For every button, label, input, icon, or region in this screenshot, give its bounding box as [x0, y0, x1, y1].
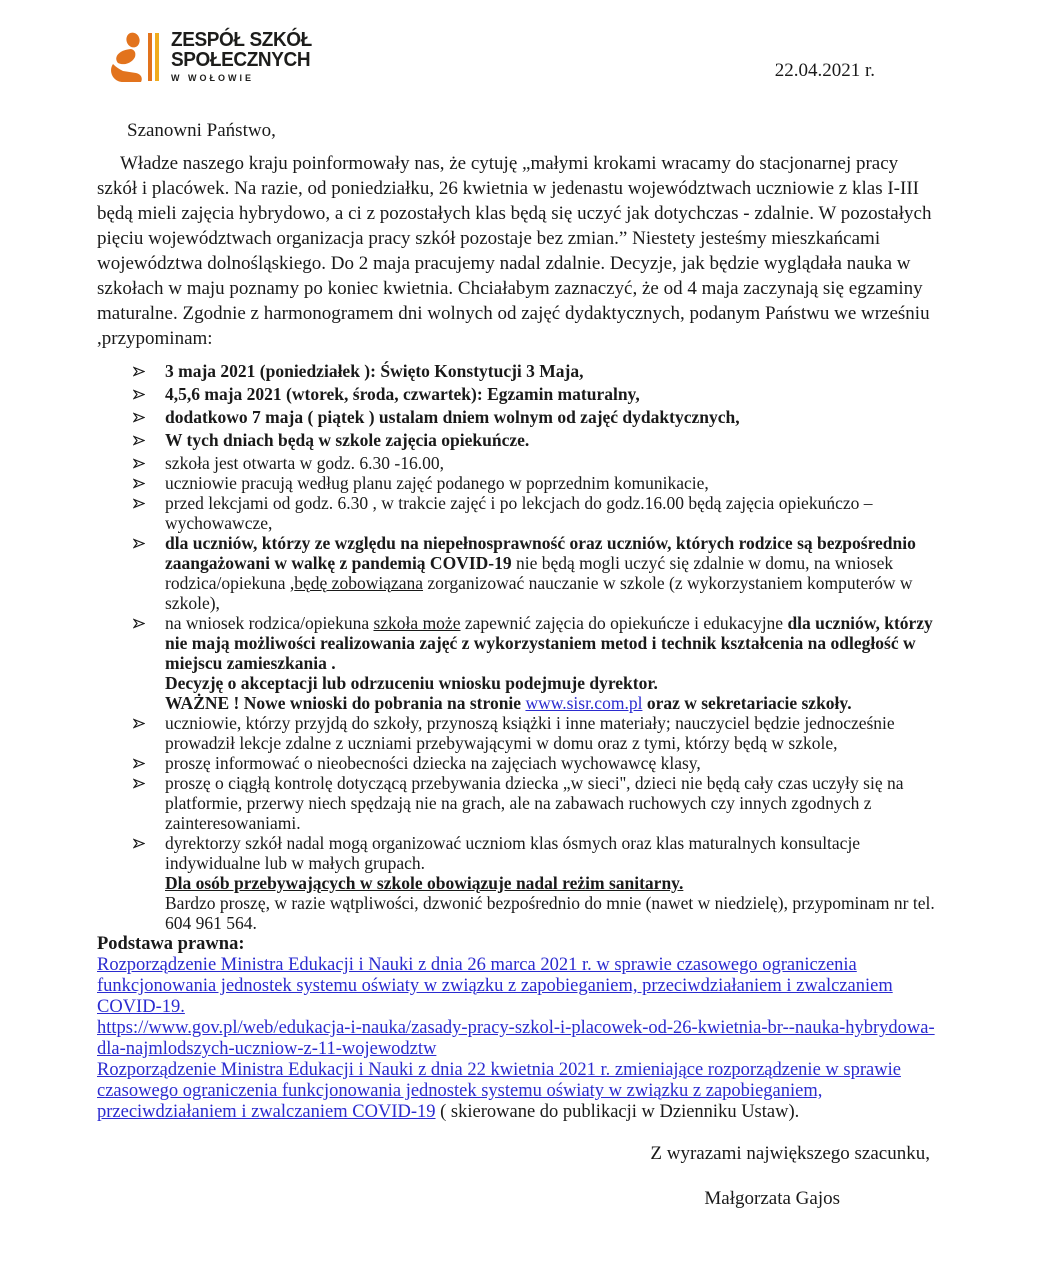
- regulation-april-link[interactable]: Rozporządzenie Ministra Edukacji i Nauki z dnia 22 kwietnia 2021 r. zmieniające rozporządzenie w sprawie czasowego ograniczenia funkcjonowania jednostek systemu oświaty w związku z zapobieganiem, przeciwdziałaniem i zwalczaniem COVID-19: [97, 1060, 901, 1122]
- list-item-text: zorganizować nauczanie w szkole (z wykorzystaniem komputerów w szkole),: [165, 573, 913, 613]
- list-item: [97, 833, 940, 873]
- school-name-line3: W WOŁOWIE: [171, 73, 254, 83]
- arrow-bullet-icon: [133, 618, 145, 629]
- arrow-bullet-icon: [133, 412, 145, 423]
- list-item-text: uczniowie pracują według planu zajęć podanego w poprzednim komunikacie,: [165, 473, 709, 493]
- sanitary-regime-note: Dla osób przebywających w szkole obowiązuje nadal reżim sanitarny.: [165, 873, 684, 893]
- school-name-line1: ZESPÓŁ SZKÓŁ: [171, 28, 312, 52]
- phone-contact-note: Bardzo proszę, w razie wątpliwości, dzwonić bezpośrednio do mnie (nawet w niedzielę), przypominam nr tel. 604 961 564.: [165, 893, 935, 933]
- arrow-bullet-icon: [133, 758, 145, 769]
- list-item-text-bold: dla uczniów, którzy ze względu na niepełnosprawność oraz uczniów, których rodzice są bezpośrednio zaangażowani w walkę z pandemią COVID-19: [165, 533, 916, 573]
- arrow-bullet-icon: [133, 778, 145, 789]
- letter-header: [0, 0, 1053, 100]
- salutation: Szanowni Państwo,: [127, 120, 276, 141]
- arrow-bullet-icon: [133, 538, 145, 549]
- arrow-bullet-icon: [133, 366, 145, 377]
- list-item-text: proszę o ciągłą kontrolę dotyczącą przebywania dziecka „w sieci'', dzieci nie będą cały czas uczyły się na platformie, przerwy niech spędzają nie na grach, ale na zabawach ruchowych czy innych zgodnych z zainteresowaniami.: [165, 773, 904, 833]
- list-item-text: dyrektorzy szkół nadal mogą organizować uczniom klas ósmych oraz klas maturalnych konsultacje indywidualne lub w małych grupach.: [165, 833, 861, 873]
- arrow-bullet-icon: [133, 838, 145, 849]
- list-item: [97, 361, 940, 381]
- school-logo-icon: [106, 30, 162, 88]
- list-item: [97, 493, 940, 533]
- list-item: [97, 773, 940, 833]
- list-item-text: proszę informować o nieobecności dziecka na zajęciach wychowawcę klasy,: [165, 753, 701, 773]
- list-item-text-bold: dla uczniów, którzy nie mają możliwości realizowania zajęć z wykorzystaniem metod i technik kształcenia na odległość w miejscu zamieszkania .: [165, 613, 933, 673]
- arrow-bullet-icon: [133, 458, 145, 469]
- list-item: [97, 473, 940, 493]
- arrow-bullet-icon: [133, 718, 145, 729]
- list-item: [97, 453, 940, 473]
- bullet-list: [97, 361, 940, 933]
- signature-name: Małgorzata Gajos: [704, 1188, 840, 1209]
- gov-pl-link[interactable]: https://www.gov.pl/web/edukacja-i-nauka/zasady-pracy-szkol-i-placowek-od-26-kwietnia-br--nauka-hybrydowa-dla-najmlodszych-uczniow-z-11-wojewodztw: [97, 1018, 935, 1059]
- legal-basis-heading: Podstawa prawna:: [97, 934, 245, 954]
- arrow-bullet-icon: [133, 435, 145, 446]
- list-item: [97, 533, 940, 613]
- list-item: [97, 430, 940, 450]
- arrow-bullet-icon: [133, 389, 145, 400]
- list-item: [97, 384, 940, 404]
- list-item-text-underline: szkoła może: [373, 613, 461, 633]
- legal-publication-note: ( skierowane do publikacji w Dzienniku Ustaw).: [435, 1102, 800, 1122]
- intro-paragraph: Władze naszego kraju poinformowały nas, że cytuję „małymi krokami wracamy do stacjonarnej pracy szkół i placówek. Na razie, od poniedziałku, 26 kwietnia w jedenastu województwach uczniowie z klas I-III będą mieli zajęcia hybrydowo, a ci z pozostałych klas będą się uczyć jak dotychczas - zdalnie. W pozostałych pięciu województwach organizacja pracy szkół pozostaje bez zmian.” Niestety jesteśmy mieszkańcami województwa dolnośląskiego. Do 2 maja pracujemy nadal zdalnie. Decyzje, jak będzie wyglądała nauka w szkołach w maju poznamy po koniec kwietnia. Chciałabym zaznaczyć, że od 4 maja zaczynają się egzaminy maturalne. Zgodnie z harmonogramem dni wolnych od zajęć dydaktycznych, podanym Państwu we wrześniu ,przypominam:: [97, 153, 932, 349]
- list-item-text: szkoła jest otwarta w godz. 6.30 -16.00,: [165, 453, 444, 473]
- director-decision-note: Decyzję o akceptacji lub odrzuceniu wniosku podejmuje dyrektor.: [165, 673, 658, 693]
- arrow-bullet-icon: [133, 498, 145, 509]
- list-item-text: 4,5,6 maja 2021 (wtorek, środa, czwartek): Egzamin maturalny,: [165, 384, 640, 404]
- legal-paragraph: [97, 1060, 940, 1123]
- list-item: [97, 407, 940, 427]
- school-logo: [106, 30, 312, 88]
- important-note-text: WAŻNE ! Nowe wnioski do pobrania na stronie: [165, 693, 526, 713]
- letter-body: [97, 118, 940, 1211]
- legal-paragraph: [97, 955, 940, 1018]
- list-item-text: nie będą mogli uczyć się zdalnie w domu, na wniosek rodzica/opiekuna ,: [165, 553, 894, 593]
- important-note-text: oraz w sekretariacie szkoły.: [642, 693, 852, 713]
- school-logo-text: [171, 30, 312, 83]
- list-item-text-underline: będę zobowiązana: [294, 573, 424, 593]
- letter-date: 22.04.2021 r.: [774, 60, 875, 81]
- list-item-text: zapewnić zajęcia do opiekuńcze i edukacyjne: [460, 613, 788, 633]
- closing-section: [97, 1141, 940, 1211]
- regulation-march-link[interactable]: Rozporządzenie Ministra Edukacji i Nauki z dnia 26 marca 2021 r. w sprawie czasowego ograniczenia funkcjonowania jednostek systemu oświaty w związku z zapobieganiem, przeciwdziałaniem i zwalczaniem COVID-19.: [97, 955, 893, 1017]
- list-item-text: przed lekcjami od godz. 6.30 , w trakcie zajęć i po lekcjach do godz.16.00 będą zajęcia opiekuńczo – wychowawcze,: [165, 493, 873, 533]
- closing-salutation: Z wyrazami największego szacunku,: [650, 1143, 930, 1164]
- legal-paragraph: [97, 1018, 940, 1060]
- important-note: [165, 693, 940, 713]
- list-item-text: dodatkowo 7 maja ( piątek ) ustalam dniem wolnym od zajęć dydaktycznych,: [165, 407, 740, 427]
- list-item-text: uczniowie, którzy przyjdą do szkoły, przynoszą książki i inne materiały; nauczyciel będzie jednocześnie prowadził lekcje zdalne z uczniami przebywającymi w domu oraz z tymi, którzy będą w szkole,: [165, 713, 895, 753]
- school-name-line2: SPOŁECZNYCH: [171, 48, 311, 72]
- list-item-text: na wniosek rodzica/opiekuna: [165, 613, 374, 633]
- sisr-website-link[interactable]: www.sisr.com.pl: [525, 693, 643, 713]
- list-item: [97, 753, 940, 773]
- legal-basis-section: [97, 934, 940, 1123]
- list-item-text: 3 maja 2021 (poniedziałek ): Święto Konstytucji 3 Maja,: [165, 361, 584, 381]
- list-item-text-block: [165, 613, 940, 673]
- list-item-text: W tych dniach będą w szkole zajęcia opiekuńcze.: [165, 430, 530, 450]
- arrow-bullet-icon: [133, 478, 145, 489]
- list-item: [97, 613, 940, 713]
- list-item: [97, 713, 940, 753]
